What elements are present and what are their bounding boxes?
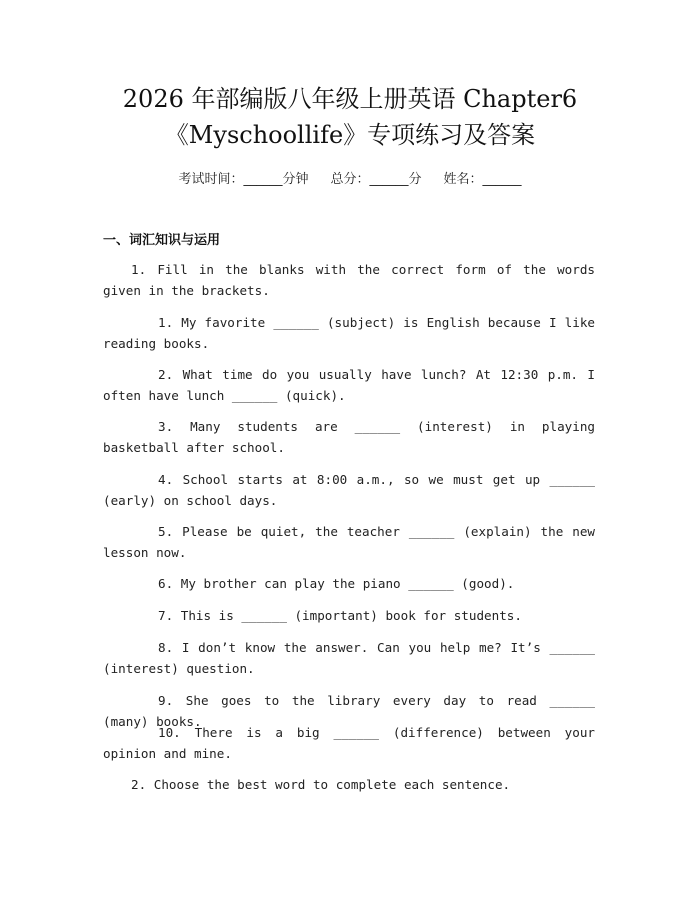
exercise-item: 1. My favorite ______ (subject) is English because I like reading books. xyxy=(103,315,595,351)
exam-time-field: 考试时间：______分钟 xyxy=(178,172,309,187)
exercise-item: 7. This is ______ (important) book for students. xyxy=(158,608,522,623)
student-name-field: 姓名：______ xyxy=(443,172,522,187)
title-line-1: 2026 年部编版八年级上册英语 Chapter6 xyxy=(122,85,578,113)
exam-info xyxy=(0,168,700,187)
question-1-instruction: 1. Fill in the blanks with the correct form of the words given in the brackets. xyxy=(103,262,595,298)
total-score-field: 总分：______分 xyxy=(330,172,422,187)
exercise-item: 5. Please be quiet, the teacher ______ (explain) the new lesson now. xyxy=(103,524,595,560)
exercise-item: 2. What time do you usually have lunch? At 12:30 p.m. I often have lunch ______ (quick). xyxy=(103,367,595,403)
exercise-item: 9. She goes to the library every day to read ______ (many) books. xyxy=(103,693,595,729)
exercise-item: 8. I don’t know the answer. Can you help me? It’s ______ (interest) question. xyxy=(103,640,595,676)
exercise-item: 4. School starts at 8:00 a.m., so we must get up ______ (early) on school days. xyxy=(103,472,595,508)
exercise-item: 10. There is a big ______ (difference) between your opinion and mine. xyxy=(103,725,595,761)
title-line-2: 《Myschoollife》专项练习及答案 xyxy=(164,121,536,149)
section-heading: 一、词汇知识与运用 xyxy=(103,233,221,248)
question-2-instruction: 2. Choose the best word to complete each sentence. xyxy=(131,777,511,792)
exercise-item: 6. My brother can play the piano ______ (good). xyxy=(158,576,515,591)
exercise-item: 3. Many students are ______ (interest) in playing basketball after school. xyxy=(103,419,595,455)
